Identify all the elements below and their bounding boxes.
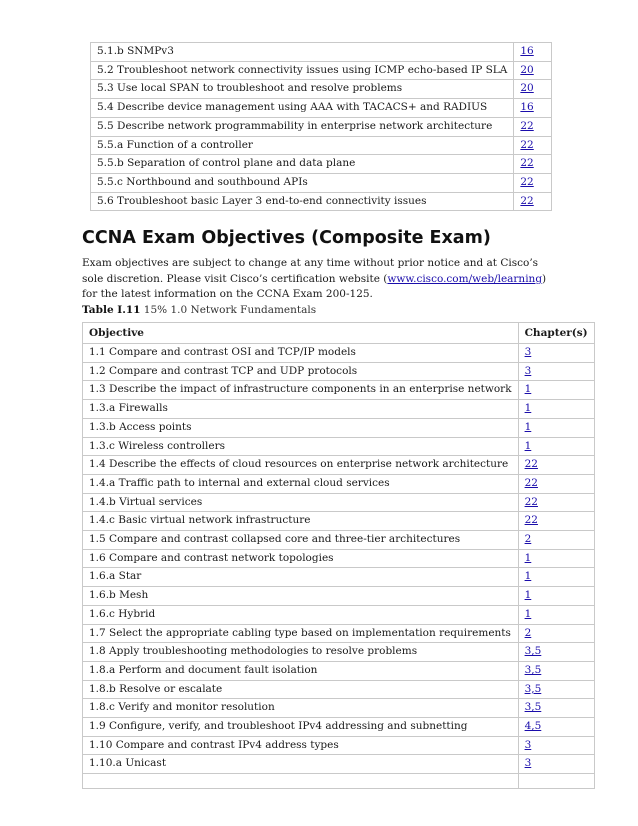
chapter-link[interactable]: 22 (524, 458, 538, 471)
chapter-cell (514, 80, 552, 99)
chapter-link[interactable]: 22 (524, 476, 538, 489)
table-row (83, 587, 595, 606)
chapter-cell (518, 549, 594, 568)
chapter-link[interactable]: 3,5 (524, 663, 542, 676)
chapter-cell (518, 624, 594, 643)
objective-cell: 1.3 Describe the impact of infrastructure components in an enterprise network (83, 381, 519, 400)
chapter-link[interactable]: 1 (524, 420, 532, 433)
table-row (83, 643, 595, 662)
objective-cell: 1.8.a Perform and document fault isolation (83, 661, 519, 680)
chapter-cell (514, 173, 552, 192)
objective-cell: 1.4 Describe the effects of cloud resources on enterprise network architecture (83, 456, 519, 475)
objective-cell: 1.8 Apply troubleshooting methodologies to resolve problems (83, 643, 519, 662)
table-row (83, 493, 595, 512)
chapter-cell (518, 437, 594, 456)
chapter-link[interactable]: 22 (524, 495, 538, 508)
chapter-cell (518, 512, 594, 531)
chapter-link[interactable]: 3 (524, 738, 532, 751)
table-caption-label: Table I.11 (82, 304, 141, 316)
table-row (83, 418, 595, 437)
objective-cell: 1.6.b Mesh (83, 587, 519, 606)
chapter-link[interactable]: 1 (524, 439, 532, 452)
chapter-link[interactable]: 2 (524, 533, 532, 546)
chapter-link[interactable]: 1 (524, 570, 532, 583)
table-caption-text: 15% 1.0 Network Fundamentals (140, 304, 317, 316)
chapter-cell (518, 362, 594, 381)
chapter-cell (514, 99, 552, 118)
objective-cell: 1.4.b Virtual services (83, 493, 519, 512)
chapter-cell (518, 418, 594, 437)
chapter-cell (518, 531, 594, 550)
table-row (91, 80, 552, 99)
chapter-link[interactable]: 22 (520, 175, 534, 188)
chapter-link[interactable]: 3 (524, 364, 532, 377)
objective-cell: 1.5 Compare and contrast collapsed core and three-tier architectures (83, 531, 519, 550)
table-row (91, 117, 552, 136)
table-row (91, 136, 552, 155)
table-row (83, 718, 595, 737)
chapter-link[interactable]: 4,5 (524, 720, 542, 733)
table-row (83, 605, 595, 624)
table-row (91, 99, 552, 118)
chapter-link[interactable]: 3 (524, 757, 532, 770)
objective-cell: 1.6.a Star (83, 568, 519, 587)
chapter-link[interactable]: 22 (520, 194, 534, 207)
chapter-cell (518, 456, 594, 475)
chapter-link[interactable]: 1 (524, 607, 532, 620)
table-row (83, 512, 595, 531)
objective-cell: 1.10 Compare and contrast IPv4 address types (83, 736, 519, 755)
intro-text-before: Exam objectives are subject to change at any time without prior notice and at Cisco’s sole discretion. Please visit Cisco’s certification website ( (82, 257, 539, 285)
table-row (83, 437, 595, 456)
table-row (83, 624, 595, 643)
objective-cell: 1.6.c Hybrid (83, 605, 519, 624)
chapter-cell (518, 587, 594, 606)
objective-cell: 5.5.b Separation of control plane and data plane (91, 155, 514, 174)
objective-cell: 1.9 Configure, verify, and troubleshoot IPv4 addressing and subnetting (83, 718, 519, 737)
table-row (83, 568, 595, 587)
table-row (83, 362, 595, 381)
chapter-cell (518, 699, 594, 718)
chapter-link[interactable]: 1 (524, 551, 532, 564)
objective-cell: 1.4.a Traffic path to internal and external cloud services (83, 474, 519, 493)
empty-cell (83, 774, 519, 789)
intro-paragraph (82, 256, 562, 303)
chapter-link[interactable]: 16 (520, 45, 534, 57)
objective-cell: 1.3.a Firewalls (83, 400, 519, 419)
objective-cell: 5.5 Describe network programmability in enterprise network architecture (91, 117, 514, 136)
empty-cell (518, 774, 594, 789)
chapter-cell (518, 344, 594, 363)
table-row (83, 456, 595, 475)
table-row (91, 192, 552, 211)
chapter-cell (514, 192, 552, 211)
table-row (91, 61, 552, 80)
table-row (91, 43, 552, 62)
table-row (91, 155, 552, 174)
chapter-link[interactable]: 3,5 (524, 701, 542, 714)
chapters-column-header: Chapter(s) (518, 323, 594, 344)
table-row (91, 173, 552, 192)
chapter-cell (514, 155, 552, 174)
intro-text-after: ) for the latest information on the CCNA Exam 200-125. (82, 272, 547, 300)
table-row (83, 736, 595, 755)
chapter-cell (514, 61, 552, 80)
chapter-link[interactable]: 3,5 (524, 682, 542, 695)
table-row (83, 549, 595, 568)
chapter-cell (518, 605, 594, 624)
chapter-map-table-continued (90, 42, 552, 211)
chapter-cell (518, 474, 594, 493)
top-table-body (91, 43, 552, 211)
chapter-link[interactable]: 2 (524, 626, 532, 639)
objective-cell: 5.4 Describe device management using AAA with TACACS+ and RADIUS (91, 99, 514, 118)
objective-cell: 1.1 Compare and contrast OSI and TCP/IP models (83, 344, 519, 363)
table-row (83, 474, 595, 493)
chapter-cell (518, 493, 594, 512)
chapter-link[interactable]: 22 (520, 119, 534, 132)
table-row (83, 381, 595, 400)
chapter-cell (518, 718, 594, 737)
chapter-link[interactable]: 22 (524, 514, 538, 527)
objective-cell: 1.8.b Resolve or escalate (83, 680, 519, 699)
objective-cell: 5.5.a Function of a controller (91, 136, 514, 155)
chapter-cell (514, 43, 552, 62)
chapter-link[interactable]: 20 (520, 63, 534, 76)
objective-cell: 1.2 Compare and contrast TCP and UDP protocols (83, 362, 519, 381)
table-row (83, 680, 595, 699)
main-table-body (83, 344, 595, 789)
chapter-cell (518, 568, 594, 587)
chapter-link[interactable]: 1 (524, 402, 532, 415)
objective-cell: 5.1.b SNMPv3 (91, 43, 514, 62)
chapter-cell (518, 680, 594, 699)
chapter-link[interactable]: 1 (524, 589, 532, 602)
objective-column-header: Objective (83, 323, 519, 344)
chapter-link[interactable]: 3,5 (524, 645, 542, 658)
objective-cell: 1.4.c Basic virtual network infrastructure (83, 512, 519, 531)
chapter-cell (518, 381, 594, 400)
table-row (83, 755, 595, 774)
chapter-link[interactable]: 3 (524, 346, 532, 358)
objective-cell: 1.8.c Verify and monitor resolution (83, 699, 519, 718)
chapter-link[interactable]: 20 (520, 82, 534, 95)
chapter-cell (514, 117, 552, 136)
chapter-cell (518, 736, 594, 755)
network-fundamentals-table (82, 322, 595, 789)
objective-cell: 1.10.a Unicast (83, 755, 519, 774)
chapter-cell (518, 661, 594, 680)
table-header-row (83, 323, 595, 344)
chapter-cell (518, 643, 594, 662)
table-row (83, 699, 595, 718)
cisco-learning-link[interactable]: www.cisco.com/web/learning (387, 272, 543, 285)
section-heading: CCNA Exam Objectives (Composite Exam) (82, 228, 491, 248)
objective-cell: 1.6 Compare and contrast network topologies (83, 549, 519, 568)
chapter-cell (518, 400, 594, 419)
objective-cell: 5.2 Troubleshoot network connectivity issues using ICMP echo-based IP SLA (91, 61, 514, 80)
objective-cell: 1.7 Select the appropriate cabling type based on implementation requirements (83, 624, 519, 643)
chapter-link[interactable]: 16 (520, 101, 534, 114)
chapter-link[interactable]: 1 (524, 383, 532, 396)
table-row (83, 661, 595, 680)
table-row-continued (83, 774, 595, 789)
objective-cell: 1.3.c Wireless controllers (83, 437, 519, 456)
objective-cell: 1.3.b Access points (83, 418, 519, 437)
table-caption (82, 303, 316, 317)
objective-cell: 5.3 Use local SPAN to troubleshoot and resolve problems (91, 80, 514, 99)
table-row (83, 344, 595, 363)
chapter-link[interactable]: 22 (520, 138, 534, 151)
table-row (83, 400, 595, 419)
objective-cell: 5.5.c Northbound and southbound APIs (91, 173, 514, 192)
table-row (83, 531, 595, 550)
objective-cell: 5.6 Troubleshoot basic Layer 3 end-to-end connectivity issues (91, 192, 514, 211)
chapter-cell (514, 136, 552, 155)
chapter-link[interactable]: 22 (520, 157, 534, 170)
chapter-cell (518, 755, 594, 774)
